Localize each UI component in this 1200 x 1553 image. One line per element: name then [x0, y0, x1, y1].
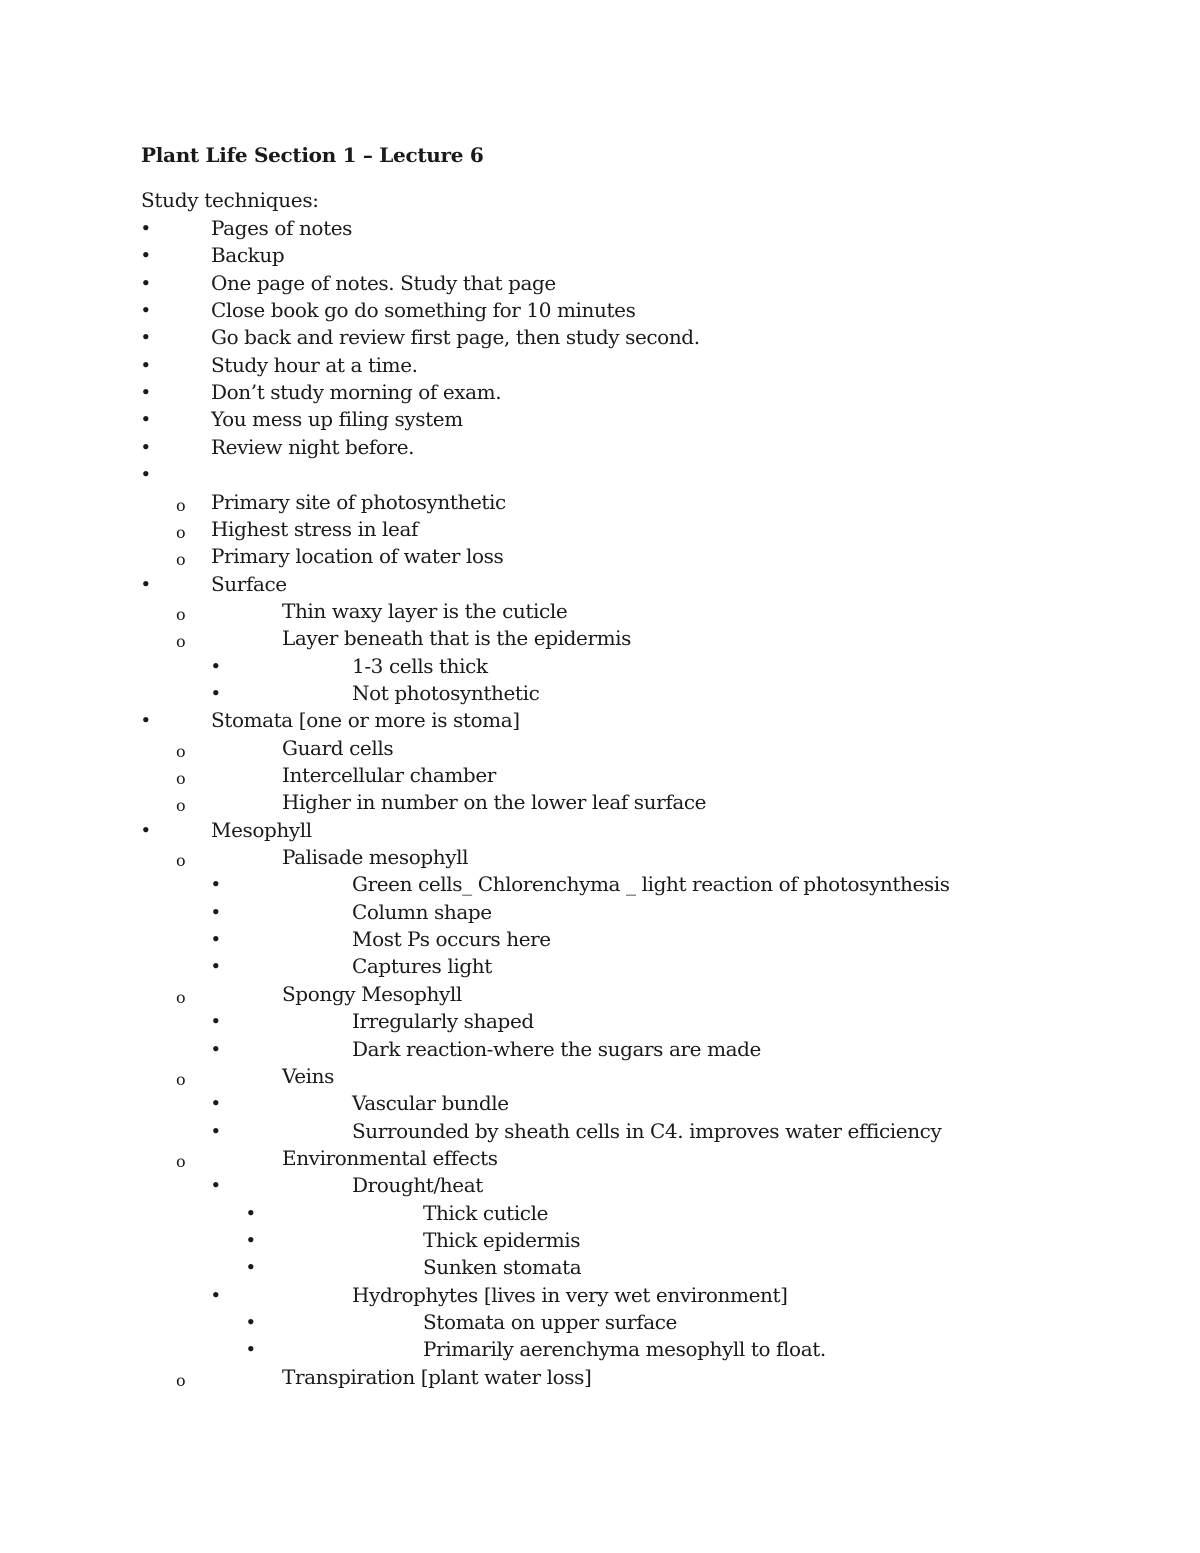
list-item-text: Go back and review first page, then study second. — [211, 325, 700, 350]
circle-marker: o — [176, 987, 186, 1007]
list-item-text: Higher in number on the lower leaf surface — [282, 790, 707, 815]
list-item — [0, 981, 1200, 1008]
list-item-text: Thick epidermis — [423, 1227, 581, 1252]
list-item — [0, 899, 1200, 926]
list-item — [0, 461, 1200, 488]
list-item-text: Surface — [211, 571, 287, 596]
list-item — [0, 707, 1200, 734]
list-item-text: Spongy Mesophyll — [282, 981, 462, 1006]
list-item — [0, 953, 1200, 980]
bullet-marker: • — [141, 574, 151, 593]
circle-marker: o — [176, 741, 186, 761]
list-item — [0, 1145, 1200, 1172]
list-item-text: Drought/heat — [352, 1173, 483, 1198]
bullet-marker: • — [141, 273, 151, 292]
list-item-text: Layer beneath that is the epidermis — [282, 626, 632, 651]
list-item — [0, 1309, 1200, 1336]
list-item — [0, 242, 1200, 269]
list-item-text: Not photosynthetic — [352, 680, 540, 705]
list-item-text: Column shape — [352, 899, 492, 924]
bullet-marker: • — [211, 683, 221, 702]
list-item — [0, 571, 1200, 598]
list-item-text: Thick cuticle — [423, 1200, 549, 1225]
bullet-marker: • — [141, 711, 151, 730]
list-item-text: You mess up filing system — [211, 407, 463, 432]
list-item — [0, 926, 1200, 953]
circle-marker: o — [176, 769, 186, 788]
list-item-text: Primary site of photosynthetic — [211, 489, 506, 514]
list-item-text: Study hour at a time. — [211, 352, 418, 377]
list-item — [0, 352, 1200, 379]
list-item-text: Hydrophytes [lives in very wet environment] — [352, 1282, 788, 1307]
list-item — [0, 735, 1200, 762]
bullet-marker: • — [141, 355, 151, 374]
list-item — [0, 297, 1200, 324]
list-item — [0, 324, 1200, 351]
circle-marker: o — [176, 632, 186, 652]
bullet-marker: • — [141, 301, 151, 320]
bullet-marker: • — [141, 820, 151, 839]
list-item-text: Palisade mesophyll — [282, 845, 469, 870]
list-item-text: Vascular bundle — [352, 1091, 509, 1116]
list-item — [0, 871, 1200, 898]
bullet-marker: • — [141, 383, 151, 402]
list-item-text: Pages of notes — [211, 216, 353, 240]
circle-marker: o — [176, 604, 186, 624]
bullet-marker: • — [246, 1203, 256, 1222]
list-item — [0, 653, 1200, 680]
circle-marker: o — [176, 522, 186, 542]
bullet-marker: • — [211, 1176, 221, 1195]
bullet-marker: • — [141, 410, 151, 429]
list-item — [0, 543, 1200, 570]
list-item-text: Transpiration [plant water loss] — [282, 1364, 592, 1389]
list-item-text: Backup — [211, 243, 285, 268]
list-item — [0, 1008, 1200, 1035]
list-item-text: Veins — [282, 1063, 334, 1088]
list-item — [0, 406, 1200, 433]
list-item-text: Surrounded by sheath cells in C4. improves water efficiency — [352, 1118, 942, 1143]
circle-marker: o — [176, 1069, 186, 1089]
circle-marker: o — [176, 495, 186, 515]
list-item-text: Sunken stomata — [423, 1255, 582, 1280]
list-item — [0, 215, 1200, 242]
list-item — [0, 1336, 1200, 1363]
list-item-text: Mesophyll — [211, 817, 312, 842]
list-item-text: Thin waxy layer is the cuticle — [282, 598, 568, 623]
list-item — [0, 489, 1200, 516]
list-item-text: Stomata on upper surface — [423, 1310, 677, 1334]
list-item — [0, 625, 1200, 652]
list-item — [0, 1282, 1200, 1309]
list-item — [0, 1063, 1200, 1090]
list-item — [0, 434, 1200, 461]
list-item — [0, 1090, 1200, 1117]
circle-marker: o — [176, 550, 186, 570]
list-item — [0, 598, 1200, 625]
document-title: Plant Life Section 1 – Lecture 6 — [141, 143, 484, 167]
bullet-marker: • — [246, 1258, 256, 1277]
list-item — [0, 789, 1200, 816]
circle-marker: o — [176, 796, 186, 816]
bullet-marker: • — [211, 957, 221, 976]
bullet-marker: • — [211, 1121, 221, 1140]
bullet-marker: • — [246, 1313, 256, 1331]
list-item-text: Most Ps occurs here — [352, 927, 551, 952]
list-item — [0, 1227, 1200, 1254]
list-item-text: Dark reaction-where the sugars are made — [352, 1036, 761, 1061]
list-item — [0, 844, 1200, 871]
list-item-text: Environmental effects — [282, 1145, 498, 1170]
circle-marker: o — [176, 1370, 186, 1390]
list-item-text: Irregularly shaped — [352, 1009, 534, 1034]
bullet-marker: • — [211, 656, 221, 675]
list-item-text: Primary location of water loss — [211, 544, 504, 569]
bullet-marker: • — [211, 1012, 221, 1031]
list-item — [0, 817, 1200, 844]
list-item — [0, 379, 1200, 406]
list-item-text: 1-3 cells thick — [352, 653, 488, 678]
list-item-text: Stomata [one or more is stoma] — [211, 708, 520, 733]
list-item — [0, 516, 1200, 543]
list-item-text: Review night before. — [211, 434, 415, 459]
bullet-marker: • — [141, 465, 151, 484]
bullet-marker: • — [246, 1230, 256, 1249]
list-item-text: Close book go do something for 10 minutes — [211, 298, 636, 323]
bullet-marker: • — [141, 219, 151, 237]
list-item — [0, 1254, 1200, 1281]
circle-marker: o — [176, 1151, 186, 1171]
bullet-marker: • — [211, 875, 221, 894]
list-item — [0, 680, 1200, 707]
list-item — [0, 1364, 1200, 1391]
list-item — [0, 762, 1200, 789]
intro-text: Study techniques: — [141, 188, 319, 212]
bullet-marker: • — [211, 930, 221, 949]
circle-marker: o — [176, 851, 186, 871]
list-item-text: Guard cells — [282, 735, 394, 760]
list-item-text: Don’t study morning of exam. — [211, 380, 502, 405]
bullet-marker: • — [211, 1039, 221, 1058]
list-item — [0, 1036, 1200, 1063]
list-item-text: Highest stress in leaf — [211, 516, 418, 541]
bullet-marker: • — [141, 246, 151, 265]
bullet-marker: • — [141, 437, 151, 456]
list-item-text: Primarily aerenchyma mesophyll to float. — [423, 1337, 826, 1362]
list-item-text: Captures light — [352, 954, 492, 979]
bullet-marker: • — [246, 1340, 256, 1359]
list-item — [0, 1118, 1200, 1145]
bullet-marker: • — [211, 1094, 221, 1113]
bullet-marker: • — [141, 328, 151, 347]
list-item — [0, 1172, 1200, 1199]
list-item — [0, 270, 1200, 297]
bullet-marker: • — [211, 1285, 221, 1304]
list-item-text: One page of notes. Study that page — [211, 270, 556, 295]
list-item-text: Intercellular chamber — [282, 763, 496, 787]
list-item — [0, 1200, 1200, 1227]
bullet-marker: • — [211, 902, 221, 921]
list-item-text: Green cells_ Chlorenchyma _ light reaction of photosynthesis — [352, 872, 950, 897]
